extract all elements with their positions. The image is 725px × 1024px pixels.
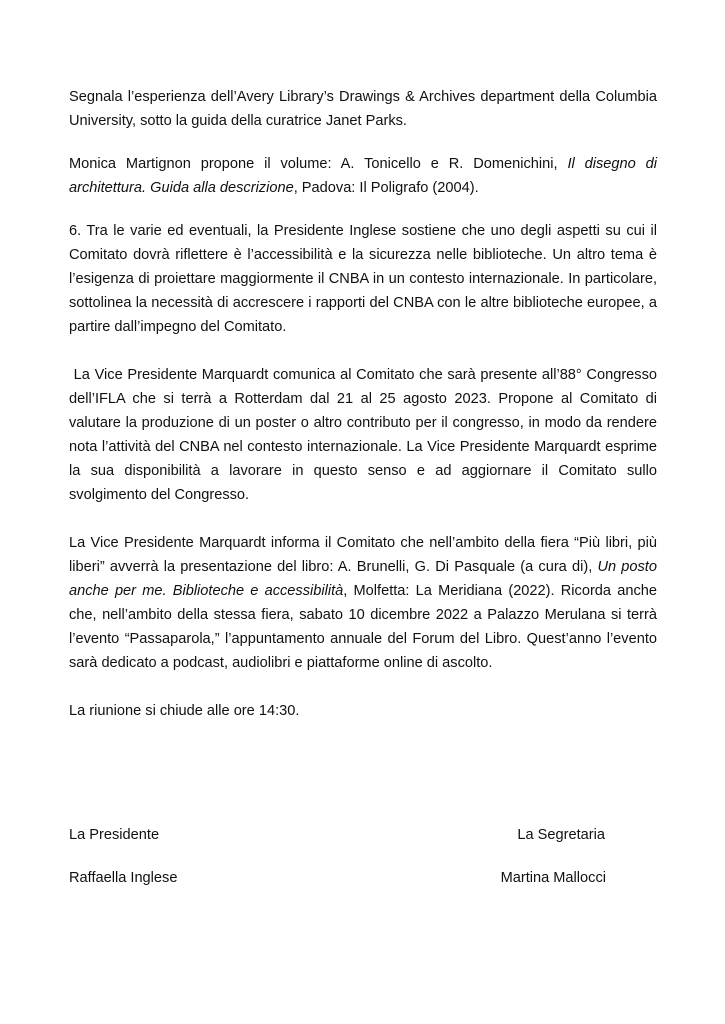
paragraph-martignon-proposal xyxy=(69,152,657,200)
president-title: La Presidente xyxy=(69,827,160,843)
paragraph-item-6: 6. Tra le varie ed eventuali, la Presidente Inglese sostiene che uno degli aspetti su cui il Comitato dovrà riflettere è l’accessibilità e la sicurezza nelle biblioteche. Un altro tema è l’esigenza di proiettare maggiormente il CNBA in un contesto internazionale. In particolare, sottolinea la necessità di accrescere i rapporti del CNBA con le altre biblioteche europee, a partire dall’impegno del Comitato. xyxy=(69,223,657,335)
paragraph-text: La Vice Presidente Marquardt informa il Comitato che nell’ambito della fiera “Più libri, più liberi” avverrà la presentazione del libro: A. Brunelli, G. Di Pasquale (a cura di), xyxy=(69,535,657,575)
paragraph-text: Monica Martignon propone il volume: A. Tonicello e R. Domenichini, xyxy=(69,156,568,172)
paragraph-text: , Molfetta: La Meridiana (2022). Ricorda anche che, nell’ambito della stessa fiera, sabato 10 dicembre 2022 a Palazzo Merulana si terrà l’evento “Passaparola,” l’appuntamento annuale del Forum del Libro. Quest’anno l’evento sarà dedicato a podcast, audiolibri e piattaforme online di ascolto. xyxy=(69,583,657,671)
paragraph-ifla-congress: La Vice Presidente Marquardt comunica al Comitato che sarà presente all’88° Congresso dell’IFLA che si terrà a Rotterdam dal 21 al 25 agosto 2023. Propone al Comitato di valutare la produzione di un poster o altro contributo per il congresso, in modo da rendere nota l’attività del CNBA nel contesto internazionale. La Vice Presidente Marquardt esprime la sua disponibilità a lavorare in questo senso e ad aggiornare il Comitato sullo svolgimento del Congresso. xyxy=(69,367,662,503)
paragraph-text: , Padova: Il Poligrafo (2004). xyxy=(293,180,479,196)
paragraph-avery-library: Segnala l’esperienza dell’Avery Library’s Drawings & Archives department della Columbia University, sotto la guida della curatrice Janet Parks. xyxy=(69,89,657,129)
book-title: Il disegno di architettura. Guida alla descrizione xyxy=(69,156,658,196)
paragraph-book-fair xyxy=(69,531,657,675)
book-title: Un posto anche per me. Biblioteche e accessibilità xyxy=(69,559,657,599)
paragraph-meeting-close: La riunione si chiude alle ore 14:30. xyxy=(69,703,300,719)
secretary-name: Martina Mallocci xyxy=(500,870,606,886)
president-name: Raffaella Inglese xyxy=(69,870,178,886)
secretary-title: La Segretaria xyxy=(517,827,605,843)
